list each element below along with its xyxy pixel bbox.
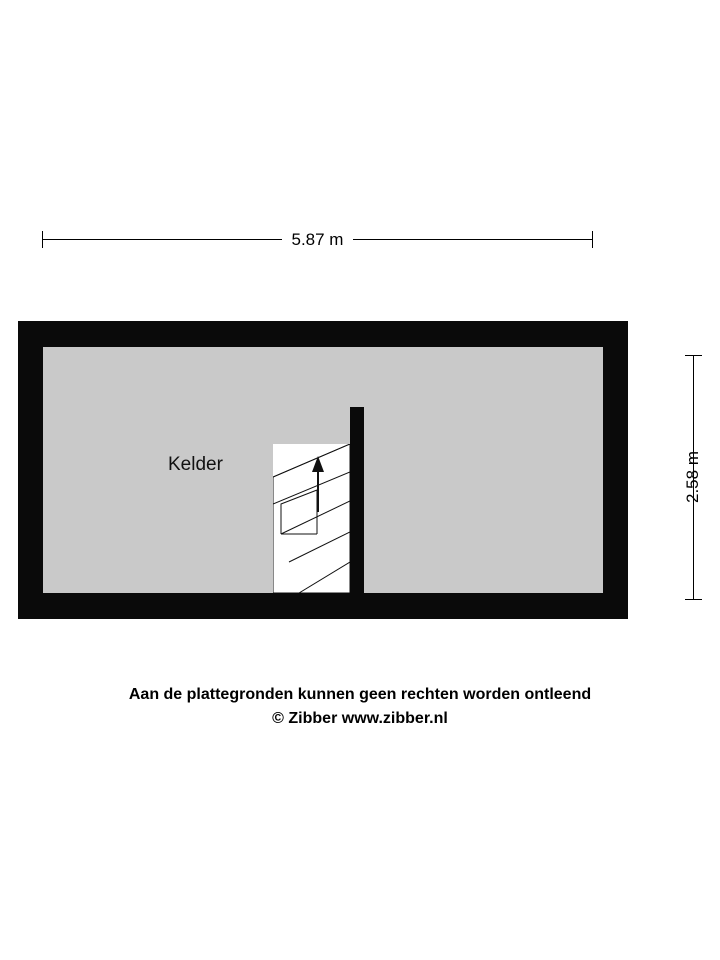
room-label-kelder: Kelder (168, 454, 223, 475)
staircase-graphic (273, 444, 350, 593)
staircase (273, 444, 350, 593)
footer (0, 683, 720, 731)
dimension-height-cap-bottom (685, 599, 702, 600)
dimension-height (676, 355, 710, 600)
dimension-width (42, 226, 593, 260)
dimension-width-label-wrap (42, 226, 593, 253)
floorplan-drawing (18, 321, 628, 619)
dimension-height-cap-top (685, 355, 702, 356)
footer-disclaimer: Aan de plattegronden kunnen geen rechten worden ontleend (128, 686, 592, 703)
footer-copyright: © Zibber www.zibber.nl (272, 710, 448, 727)
dimension-height-label: 2.58 m (683, 451, 702, 503)
interior-partition-wall (350, 407, 364, 593)
dimension-width-label: 5.87 m (282, 230, 354, 249)
